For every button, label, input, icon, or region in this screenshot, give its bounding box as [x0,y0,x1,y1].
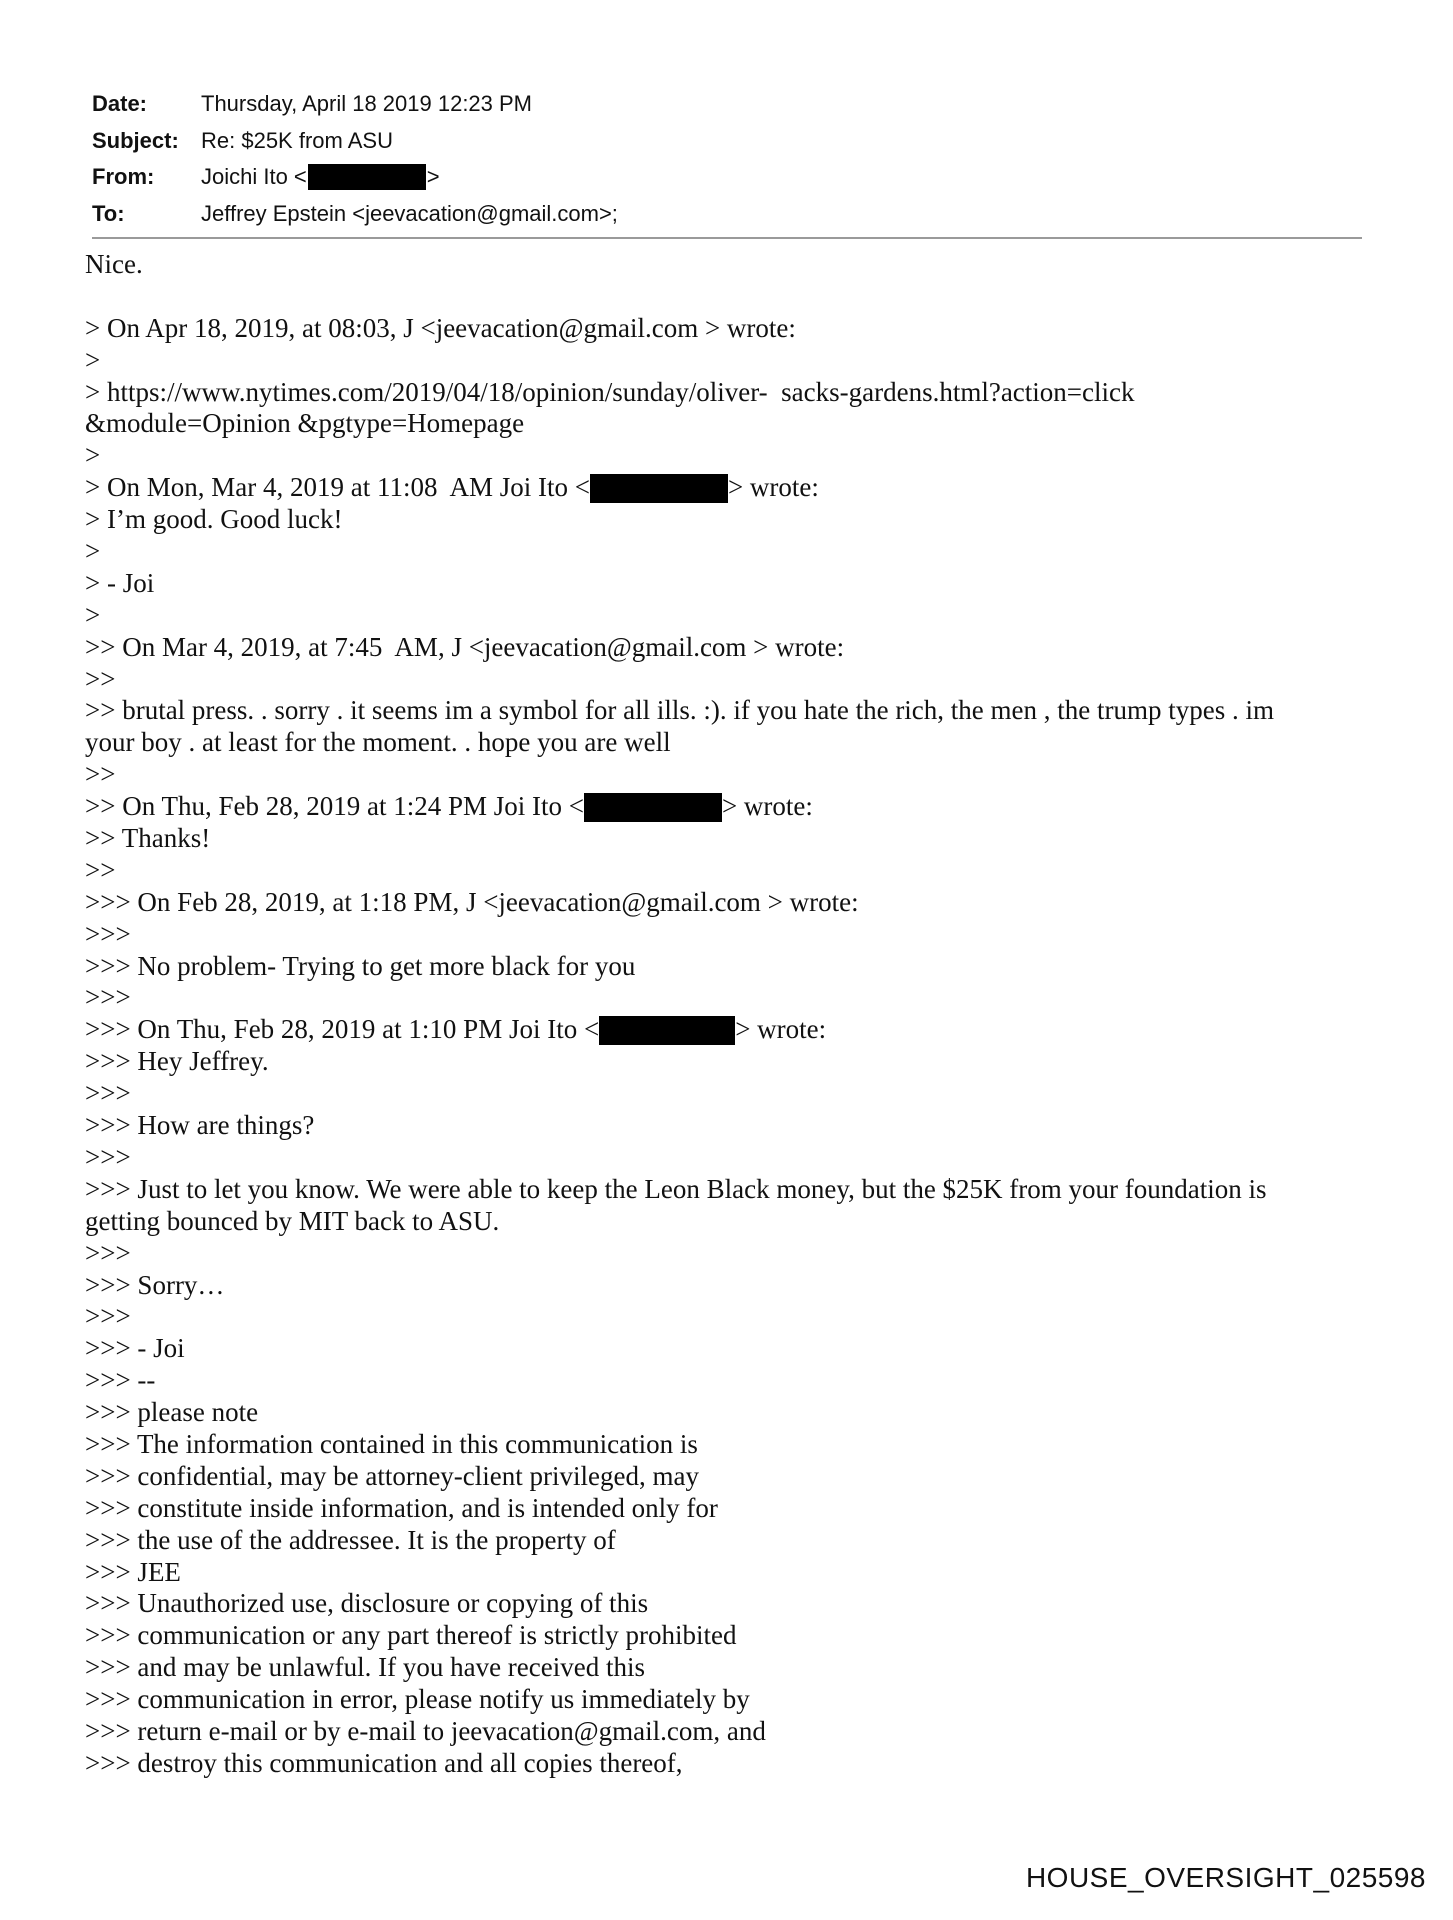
body-line: >>> return e-mail or by e-mail to jeevacation@gmail.com, and [85,1715,766,1746]
body-line: >>> No problem- Trying to get more black for you [85,950,636,981]
to-label: To: [92,200,125,226]
body-line: >>> Unauthorized use, disclosure or copying of this [85,1588,649,1619]
body-line: > On Apr 18, 2019, at 08:03, J <jeevacation@gmail.com > wrote: [85,312,796,343]
to-row [92,196,1362,233]
body-line: Nice. [85,249,143,279]
body-line: >>> the use of the addressee. It is the property of [85,1524,616,1555]
body-line-text: > On Mon, Mar 4, 2019 at 11:08 AM Joi Ito < [85,472,590,503]
body-line: > https://www.nytimes.com/2019/04/18/opinion/sunday/oliver- sacks-gardens.html?action=click [85,376,1135,407]
body-line: >>> -- [85,1365,156,1396]
from-label: From: [92,164,155,189]
body-line: your boy . at least for the moment. . hope you are well [85,727,671,758]
date-row [92,86,1362,123]
body-line-text: > wrote: [727,472,819,503]
body-line: > [85,344,101,375]
body-line: > [85,440,101,471]
redaction-block [590,474,728,503]
email-header [92,86,1362,232]
body-line: > - Joi [85,567,155,598]
body-line: >>> constitute inside information, and is intended only for [85,1492,718,1523]
body-line: >>> [85,1237,131,1268]
body-line: >> [85,663,116,694]
body-line-text: >>> On Thu, Feb 28, 2019 at 1:10 PM Joi Ito < [85,1014,600,1045]
body-line: >>> The information contained in this communication is [85,1428,698,1459]
body-line: >> [85,759,116,790]
redaction-block [308,164,426,190]
date-value: Thursday, April 18 2019 12:23 PM [201,91,533,116]
body-line: > I’m good. Good luck! [85,504,343,535]
body-line [85,791,1365,823]
body-line: &module=Opinion &pgtype=Homepage [85,408,525,439]
body-line: >>> JEE [85,1556,181,1587]
to-value: Jeffrey Epstein <jeevacation@gmail.com>; [201,200,618,226]
body-line: >> On Mar 4, 2019, at 7:45 AM, J <jeevacation@gmail.com > wrote: [85,631,845,662]
redaction-block [599,1016,735,1045]
from-row [92,159,1362,196]
body-line: >>> Hey Jeffrey. [85,1046,269,1077]
body-line: >>> Sorry… [85,1269,225,1300]
body-line-text: > wrote: [735,1014,827,1045]
body-line: >>> communication or any part thereof is strictly prohibited [85,1620,737,1651]
body-line: >>> communication in error, please notify us immediately by [85,1684,750,1715]
body-line [85,1014,1365,1046]
subject-label: Subject: [92,127,179,153]
body-line: >>> [85,1141,131,1172]
from-name: Joichi Ito < [201,164,307,189]
body-line: >>> and may be unlawful. If you have received this [85,1652,645,1683]
body-line: >>> How are things? [85,1110,315,1141]
body-line: getting bounced by MIT back to ASU. [85,1205,500,1236]
body-line: >>> On Feb 28, 2019, at 1:18 PM, J <jeevacation@gmail.com > wrote: [85,886,859,917]
header-divider [92,237,1362,239]
body-line: >>> Just to let you know. We were able to keep the Leon Black money, but the $25K from your foundation is [85,1173,1267,1204]
redaction-block [584,793,722,822]
body-line-text: > wrote: [721,791,813,822]
subject-row [92,123,1362,160]
body-line: >> Thanks! [85,823,211,854]
from-value [201,159,440,196]
body-line-text: >> On Thu, Feb 28, 2019 at 1:24 PM Joi Ito < [85,791,584,822]
body-line: >>> destroy this communication and all copies thereof, [85,1747,683,1778]
body-line: >>> confidential, may be attorney-client privileged, may [85,1460,699,1491]
body-line: >>> please note [85,1397,259,1428]
body-line [85,281,1365,313]
body-line: >>> [85,1301,131,1332]
body-line: >>> [85,1078,131,1109]
body-line: >>> [85,982,131,1013]
from-tail: > [426,164,440,189]
date-label: Date: [92,91,148,116]
body-line: >>> [85,918,131,949]
body-line: >>> - Joi [85,1333,185,1364]
body-line: >> brutal press. . sorry . it seems im a symbol for all ills. :). if you hate the rich, the men , the trump types . im [85,695,1274,726]
email-body [85,249,1365,1780]
bates-number: HOUSE_OVERSIGHT_025598 [1025,1862,1426,1893]
body-line: > [85,536,101,567]
body-line: >> [85,854,116,885]
subject-value: Re: $25K from ASU [201,127,393,153]
body-line [85,472,1365,504]
body-line: > [85,599,101,630]
